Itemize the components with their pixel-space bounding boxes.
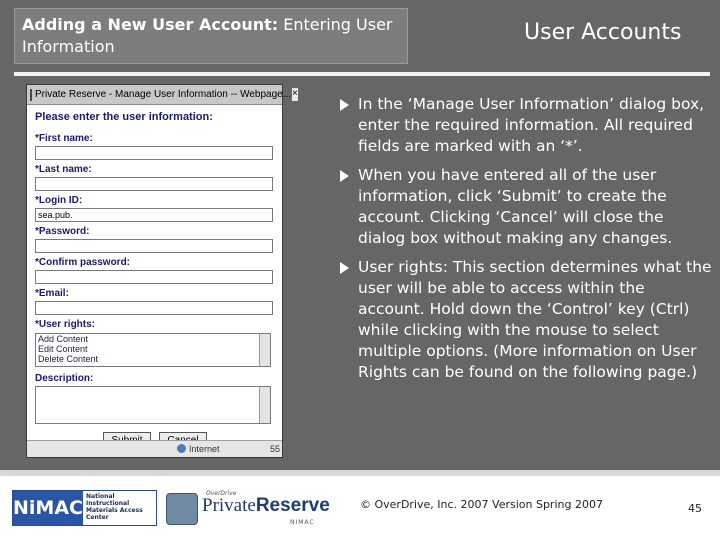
slide-title-rest: Entering User Information — [22, 15, 393, 56]
confirm-password-label: *Confirm password: — [35, 257, 131, 268]
email-input[interactable] — [35, 301, 273, 315]
email-label: *Email: — [35, 288, 69, 299]
triangle-bullet-icon — [340, 170, 349, 182]
bullet-item — [340, 165, 712, 249]
first-name-label: *First name: — [35, 133, 93, 144]
copyright-text: © OverDrive, Inc. 2007 Version Spring 2007 — [360, 498, 603, 511]
private-reserve-logo — [166, 490, 334, 528]
confirm-password-input[interactable] — [35, 270, 273, 284]
triangle-bullet-icon — [340, 99, 349, 111]
status-bar — [27, 440, 282, 457]
globe-icon — [177, 444, 186, 453]
triangle-bullet-icon — [340, 262, 349, 274]
private-reserve-name — [202, 495, 330, 517]
manage-user-dialog — [26, 84, 298, 458]
divider-line — [14, 72, 710, 76]
slide-title-bold: Adding a New User Account: — [22, 15, 279, 34]
dialog-titlebar[interactable] — [27, 85, 298, 105]
bullet-item — [340, 257, 712, 383]
description-textarea[interactable] — [35, 386, 271, 424]
textarea-scrollbar[interactable] — [259, 387, 270, 423]
bullet-item — [340, 94, 712, 157]
page-number: 45 — [688, 502, 702, 515]
footer-divider — [0, 470, 720, 476]
last-name-input[interactable] — [35, 177, 273, 191]
dialog-title: Private Reserve - Manage User Information -- Webpage... — [35, 89, 292, 100]
nimac-logo-mark: NiMAC — [13, 491, 83, 525]
pr-reserve: Reserve — [255, 495, 330, 516]
user-rights-label: *User rights: — [35, 319, 96, 330]
nimac-logo-text: National Instructional Materials Access Center — [86, 493, 143, 521]
first-name-input[interactable] — [35, 146, 273, 160]
status-zoom: 55 — [269, 444, 280, 454]
section-header: User Accounts — [524, 20, 682, 45]
user-rights-listbox[interactable] — [35, 333, 271, 367]
pr-private: Private — [202, 495, 256, 516]
pr-sub-label: NIMAC — [290, 519, 315, 526]
bullet-list — [340, 94, 712, 391]
nimac-logo — [12, 490, 157, 526]
password-label: *Password: — [35, 226, 90, 237]
listbox-scrollbar[interactable] — [259, 334, 270, 366]
close-icon[interactable]: × — [291, 87, 299, 102]
dialog-body — [27, 105, 282, 450]
bullet-text: In the ‘Manage User Information’ dialog box, enter the required information. All required fields are marked with an ‘*’. — [358, 95, 705, 155]
password-input[interactable] — [35, 239, 273, 253]
login-id-label: *Login ID: — [35, 195, 83, 206]
rights-option-add[interactable]: Add Content — [38, 334, 89, 344]
description-label: Description: — [35, 373, 94, 384]
status-zone: Internet — [189, 444, 220, 454]
book-icon — [166, 493, 198, 525]
browser-icon — [30, 89, 32, 101]
bullet-text: When you have entered all of the user information, click ‘Submit’ to create the account. Clicking ‘Cancel’ will close the dialog box without making any changes. — [358, 166, 673, 247]
overdrive-label: OverDrive — [206, 490, 237, 497]
dialog-heading: Please enter the user information: — [35, 111, 213, 123]
last-name-label: *Last name: — [35, 164, 92, 175]
slide-title — [14, 8, 408, 64]
rights-option-delete[interactable]: Delete Content — [38, 354, 99, 364]
login-id-input[interactable]: sea.pub. — [35, 208, 273, 222]
bullet-text: User rights: This section determines what the user will be able to access within the account. Hold down the ‘Control’ key (Ctrl) while clicking with the mouse to select multiple options. (More information on User Rights can be found on the following page.) — [358, 258, 712, 381]
rights-option-edit[interactable]: Edit Content — [38, 344, 88, 354]
